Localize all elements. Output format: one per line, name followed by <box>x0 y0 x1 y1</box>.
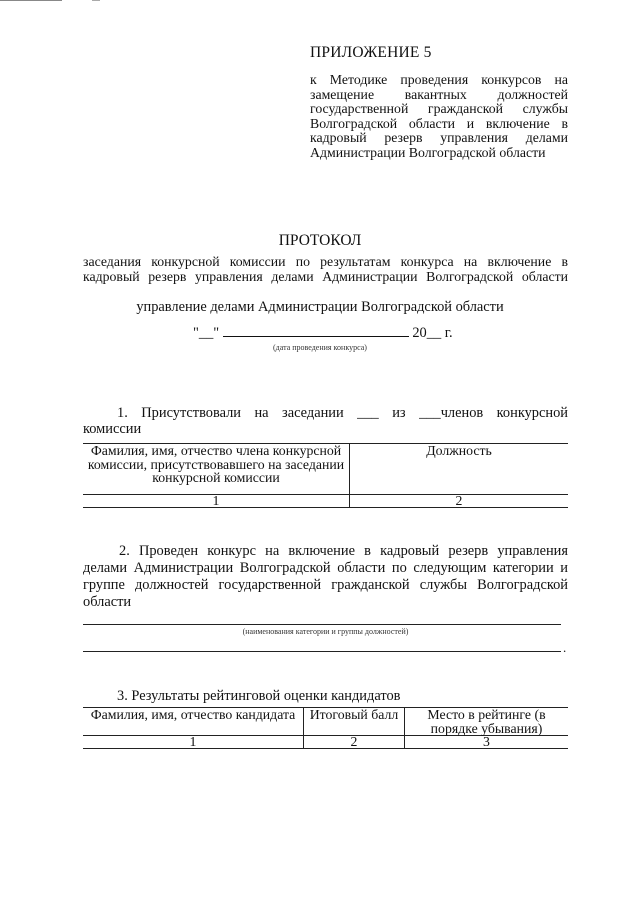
date-line <box>193 324 453 342</box>
appendix-description: к Методике проведения конкурсов на замещение вакантных должностей государственной гражданской службы Волгоградской области и включение в кадровый резерв управления делами Администрации Волгоградской области <box>310 72 568 160</box>
section-2-text <box>83 543 568 611</box>
total-score-header: Итоговый балл <box>304 708 405 736</box>
table-number-row <box>83 736 568 749</box>
column-number-2: 2 <box>304 736 405 749</box>
table-header-row <box>83 444 568 495</box>
protocol-title: ПРОТОКОЛ <box>278 232 362 249</box>
table-number-row <box>83 495 568 508</box>
line-end-period: . <box>563 640 567 655</box>
category-fill-line-2 <box>83 651 561 652</box>
column-number-1: 1 <box>83 495 350 508</box>
organization-name: управление делами Администрации Волгоградской области <box>136 299 504 315</box>
column-number-1: 1 <box>83 736 304 749</box>
rating-results-table <box>83 707 568 749</box>
date-hint: (дата проведения конкурса) <box>273 343 367 352</box>
commission-members-table <box>83 443 568 508</box>
date-day-placeholder: "__" <box>193 325 220 341</box>
protocol-subtitle: заседания конкурсной комиссии по результатам конкурса на включение в кадровый резерв управления делами Администрации Волгоградской области <box>83 254 568 284</box>
section-1-line-2: комиссии <box>83 421 142 437</box>
column-number-3: 3 <box>405 736 569 749</box>
scan-edge-line <box>0 0 62 1</box>
appendix-title: ПРИЛОЖЕНИЕ 5 <box>310 44 432 61</box>
date-blank-underline <box>223 324 409 337</box>
rating-place-header: Место в рейтинге (в порядке убывания) <box>405 708 569 736</box>
category-fill-line-1 <box>83 624 561 625</box>
scan-edge-mark <box>92 0 100 1</box>
date-year-placeholder: 20__ г. <box>412 325 453 341</box>
section-3-text: 3. Результаты рейтинговой оценки кандидатов <box>117 688 401 704</box>
column-number-2: 2 <box>350 495 569 508</box>
candidate-name-header: Фамилия, имя, отчество кандидата <box>83 708 304 736</box>
member-name-header: Фамилия, имя, отчество члена конкурсной комиссии, присутствовавшего на заседании конкурсной комиссии <box>83 444 350 495</box>
category-hint: (наименования категории и группы должностей) <box>242 627 409 636</box>
section-1-line-1: 1. Присутствовали на заседании ___ из ___членов конкурсной <box>117 405 568 421</box>
table-header-row <box>83 708 568 736</box>
section-2-body: 2. Проведен конкурс на включение в кадровый резерв управления делами Администрации Волгоградской области по следующим категории и группе должностей государственной гражданской службы Волгоградской области <box>83 543 568 610</box>
section-1-text <box>83 405 568 437</box>
position-header: Должность <box>350 444 569 495</box>
